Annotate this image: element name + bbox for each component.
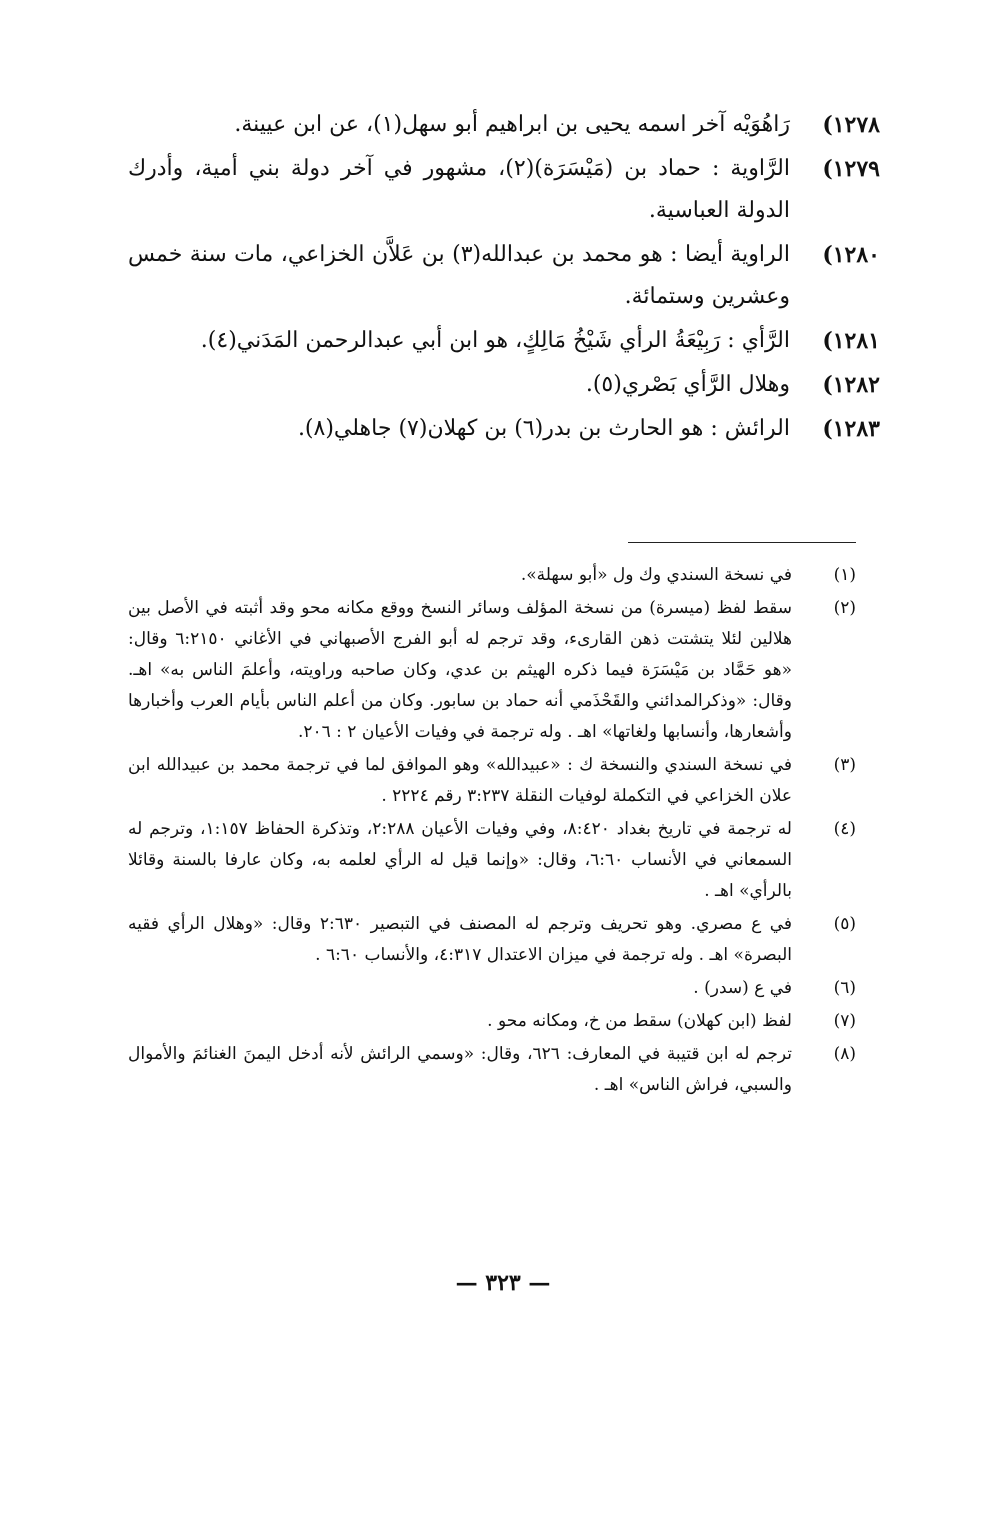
entry-number: ١٢٧٩) — [822, 156, 880, 182]
footnote-number: (٨) — [833, 1044, 856, 1064]
footnote-text: في نسخة السندي والنسخة ك : «عبيدالله» وهو الموافق لما في ترجمة محمد بن عبيدالله ابن علان الخزاعي في التكملة لوفيات النقلة ٣:٢٣٧ رقم ٢٢٢٤ . — [128, 755, 792, 806]
entry-text: الرائش : هو الحارث بن بدر(٦) بن كهلان(٧) جاهلي(٨). — [297, 416, 790, 441]
entry-text: الراوية أيضا : هو محمد بن عبدالله(٣) بن عَلاَّن الخزاعي، مات سنة خمس وعشرين وستمائة. — [128, 242, 790, 309]
footnote — [128, 593, 856, 748]
footnote-number: (٤) — [833, 819, 856, 839]
footnote-text: له ترجمة في تاريخ بغداد ٨:٤٢٠، وفي وفيات الأعيان ٢:٢٨٨، وتذكرة الحفاظ ١:١٥٧، وترجم له السمعاني في الأنساب ٦:٦٠، وقال: «وإنما قيل له الرأي لعلمه به، وكان عارفا بالسنة وقائلا بالرأي» اهـ . — [128, 819, 792, 901]
footnote — [128, 1039, 856, 1101]
footnote-text: سقط لفظ (ميسرة) من نسخة المؤلف وسائر النسخ ووقع مكانه محو وقد أثبته في الأصل بين هلالين لئلا يتشتت ذهن القارىء، وقد ترجم له أبو الفرج الأصبهاني في الأغاني ٦:٢١٥٠ وقال: «هو حَمَّاد بن مَيْسَرَة فيما ذكره الهيثم بن عدي، وكان صاحبه وراويته، وأعلمَ الناس به» اهـ. وقال: «وذكرالمدائني والقَحْذَمي أنه حماد بن سابور. وكان من أعلم الناس بأيام العرب وأخبارها وأشعارها، وأنسابها ولغاتها» اهـ . وله ترجمة في وفيات الأعيان ٢ : ٢٠٦. — [128, 598, 793, 742]
footnote — [128, 1006, 856, 1037]
footnote-text: ترجم له ابن قتيبة في المعارف: ٦٢٦، وقال: «وسمي الرائش لأنه أدخل اليمنَ الغنائمَ والأموال والسبي، فراش الناس» اهـ . — [128, 1044, 792, 1095]
entry — [128, 234, 880, 318]
footnote-text: في نسخة السندي وك ول «أبو سهلة». — [520, 565, 792, 585]
footnote-number: (١) — [833, 565, 856, 585]
entry — [128, 320, 880, 362]
entry-number: ١٢٨٠) — [822, 242, 880, 268]
entry — [128, 148, 880, 232]
entry-text: رَاهُوَيْه آخر اسمه يحيى بن ابراهيم أبو سهل(١)، عن ابن عيينة. — [234, 112, 790, 137]
entry-text: الرَّأي : رَبِيْعَةُ الرأي شَيْخُ مَالِكٍ، هو ابن أبي عبدالرحمن المَدَني(٤). — [200, 328, 790, 353]
entry-number: ١٢٨٢) — [822, 372, 880, 398]
footnote-text: في ع (سدر) . — [693, 978, 792, 998]
entries-list — [128, 104, 880, 452]
footnotes-list — [128, 560, 856, 1103]
entry-text: الرَّاوية : حماد بن (مَيْسَرَة)(٢)، مشهور في آخر دولة بني أمية، وأدرك الدولة العباسية. — [128, 156, 790, 223]
entry-number: ١٢٨١) — [822, 328, 880, 354]
page-number: — ٣٢٣ — — [455, 1270, 551, 1296]
footnote-text: في ع مصري. وهو تحريف وترجم له المصنف في التبصير ٢:٦٣٠ وقال: «وهلال الرأي فقيه البصرة» اهـ . وله ترجمة في ميزان الاعتدال ٤:٣١٧، والأنساب ٦:٦٠ . — [128, 914, 792, 965]
entry — [128, 104, 880, 146]
entry-number: ١٢٧٨) — [822, 112, 880, 138]
footnote-number: (٣) — [833, 755, 856, 775]
footnote — [128, 814, 856, 907]
entry-text: وهلال الرَّأي بَصْري(٥). — [585, 372, 790, 397]
footnote-number: (٦) — [833, 978, 856, 998]
footnote — [128, 909, 856, 971]
footnote-divider — [628, 542, 856, 543]
footnote-number: (٥) — [833, 914, 856, 934]
entry — [128, 408, 880, 450]
entry — [128, 364, 880, 406]
footnote — [128, 973, 856, 1004]
footnote — [128, 750, 856, 812]
entry-number: ١٢٨٣) — [822, 416, 880, 442]
footnote-number: (٧) — [833, 1011, 856, 1031]
footnote-number: (٢) — [833, 598, 856, 618]
footnote — [128, 560, 856, 591]
footnote-text: لفظ (ابن كهلان) سقط من خ، ومكانه محو . — [487, 1011, 792, 1031]
